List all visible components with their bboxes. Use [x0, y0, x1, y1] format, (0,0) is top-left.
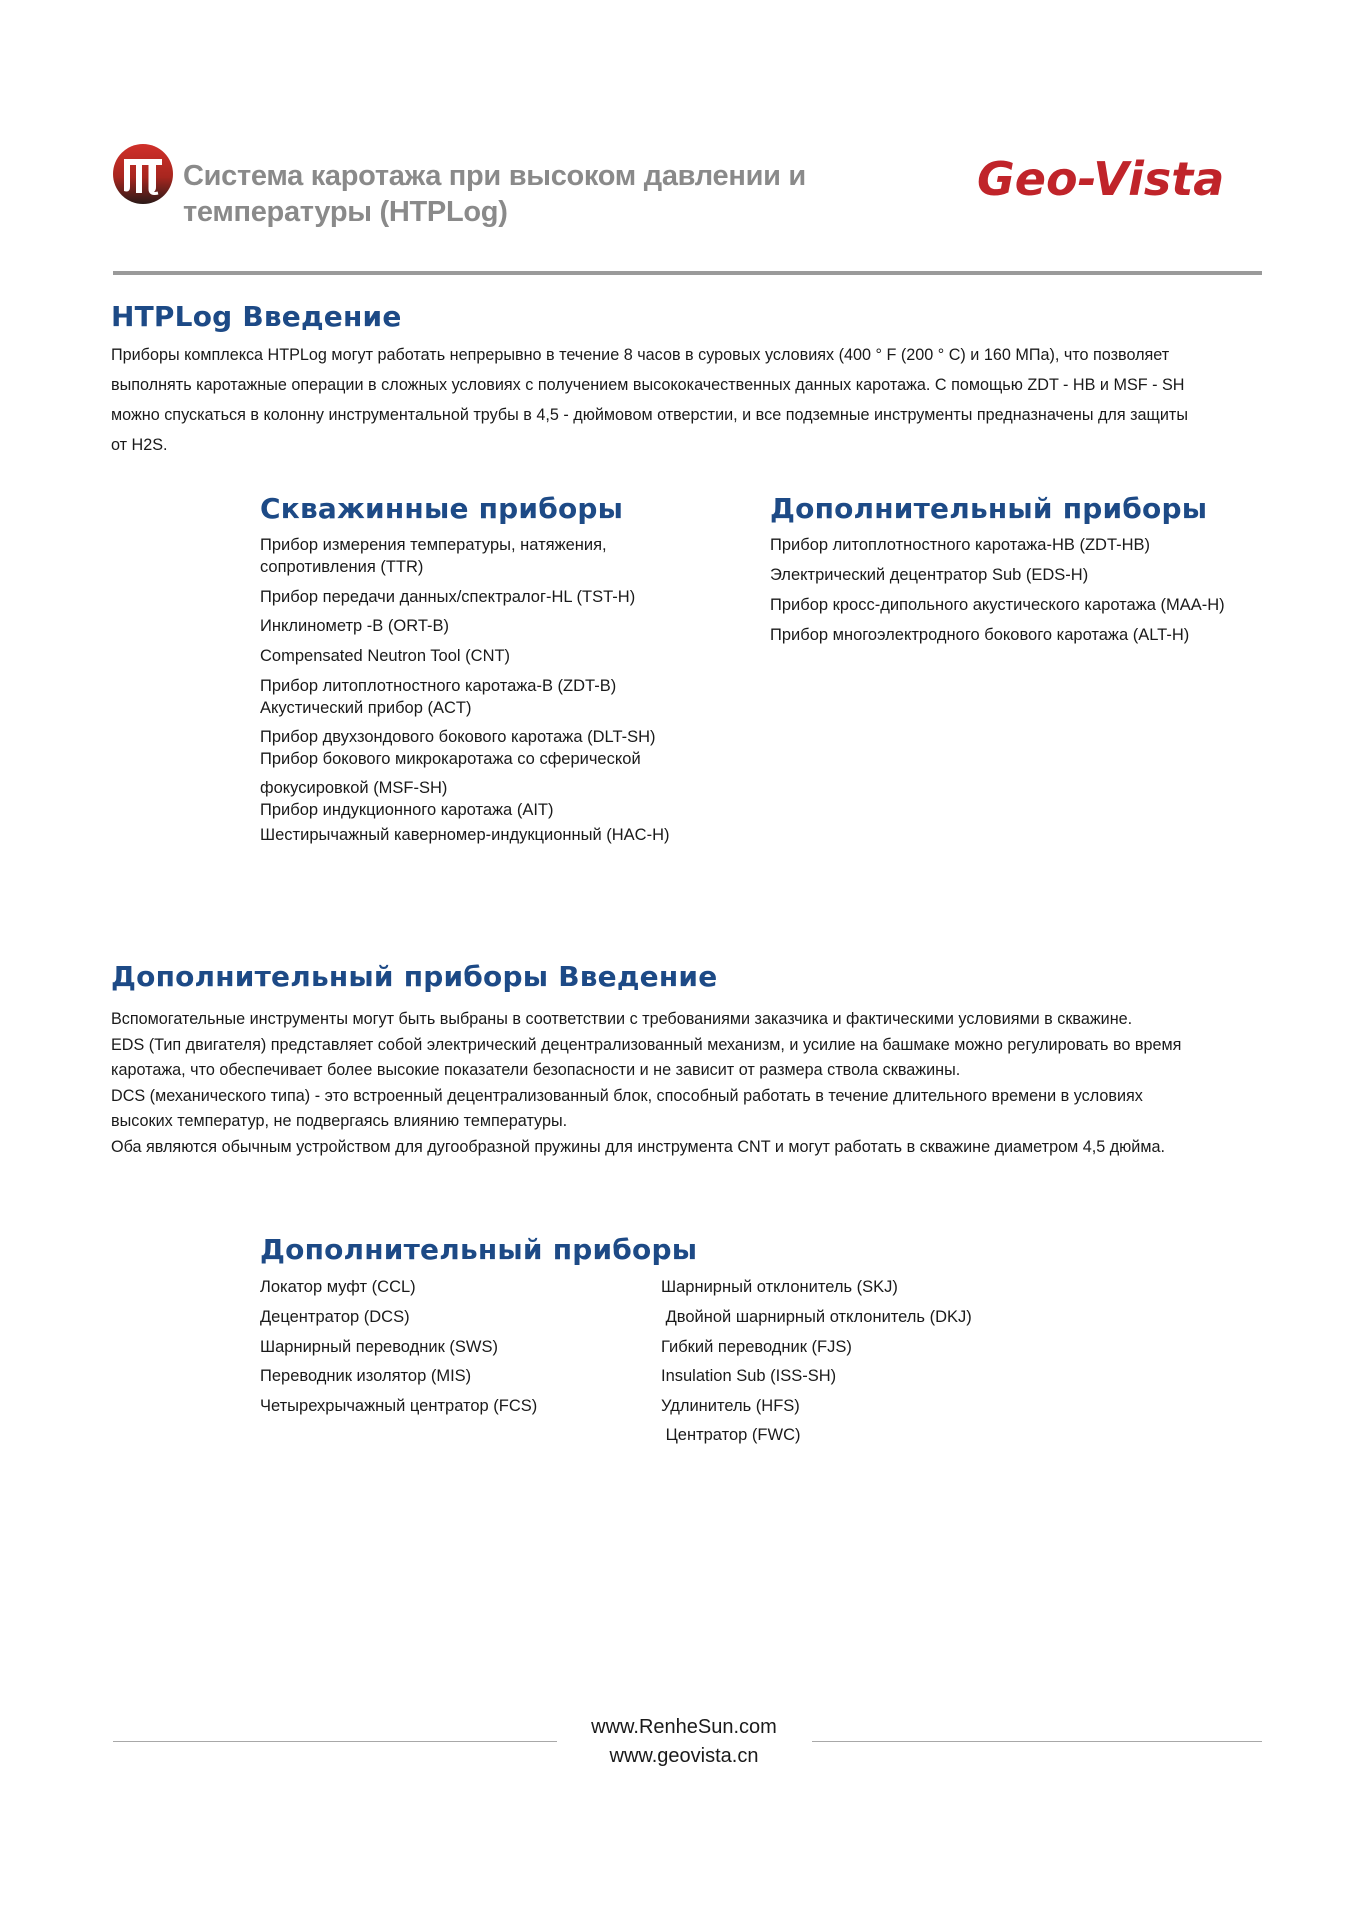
list-item: Прибор литоплотностного каротажа-HB (ZDT-HB) — [770, 536, 1151, 554]
intro-line: можно спускаться в колонну инструментальной трубы в 4,5 - дюймовом отверстии, и все подземные инструменты предназначены для защиты — [111, 406, 1188, 424]
paragraph-line: DCS (механического типа) - это встроенный децентрализованный блок, способный работать в течение длительного времени в условиях — [111, 1086, 1143, 1105]
list-item: Прибор многоэлектродного бокового каротажа (ALT-H) — [770, 626, 1190, 644]
list-item: фокусировкой (MSF-SH) — [260, 779, 448, 797]
list-item: Прибор бокового микрокаротажа со сферической — [260, 750, 641, 768]
list-item: Гибкий переводник (FJS) — [661, 1338, 852, 1356]
intro-paragraph — [111, 340, 1261, 460]
header-divider — [113, 271, 1262, 275]
additional-tools-heading: Дополнительный приборы — [770, 492, 1208, 525]
footer-divider-right — [812, 1741, 1262, 1742]
list-item: Локатор муфт (CCL) — [260, 1278, 416, 1296]
list-item: Акустический прибор (ACT) — [260, 699, 472, 717]
intro-heading: HTPLog Введение — [111, 300, 402, 333]
list-item: Insulation Sub (ISS-SH) — [661, 1367, 837, 1385]
list-item: Compensated Neutron Tool (CNT) — [260, 647, 511, 665]
additional-tools-2-heading: Дополнительный приборы — [260, 1233, 698, 1266]
list-item: Центратор (FWC) — [661, 1426, 801, 1444]
downhole-tools-heading: Скважинные приборы — [260, 492, 624, 525]
list-item: Прибор кросс-дипольного акустического каротажа (MAA-H) — [770, 596, 1225, 614]
intro-line: выполнять каротажные операции в сложных условиях с получением высококачественных данных каротажа. С помощью ZDT - HB и MSF - SH — [111, 376, 1185, 394]
document-title — [183, 158, 883, 230]
list-item: Прибор литоплотностного каротажа-B (ZDT-B) — [260, 677, 617, 695]
list-item: Удлинитель (HFS) — [661, 1397, 800, 1415]
list-item: Децентратор (DCS) — [260, 1308, 410, 1326]
paragraph-line: Оба являются обычным устройством для дугообразной пружины для инструмента CNT и могут работать в скважине диаметром 4,5 дюйма. — [111, 1137, 1165, 1156]
footer-url-geovista[interactable]: www.geovista.cn — [609, 1745, 759, 1767]
list-item: Шарнирный отклонитель (SKJ) — [661, 1278, 898, 1296]
list-item: Прибор передачи данных/спектралог-HL (TST-H) — [260, 588, 636, 606]
list-item: сопротивления (TTR) — [260, 558, 424, 576]
list-item: Шарнирный переводник (SWS) — [260, 1338, 498, 1356]
paragraph-line: каротажа, что обеспечивает более высокие показатели безопасности и не зависит от размера ствола скважины. — [111, 1061, 961, 1079]
list-item: Электрический децентратор Sub (EDS-H) — [770, 566, 1089, 584]
list-item: Двойной шарнирный отклонитель (DKJ) — [661, 1308, 972, 1326]
company-logo-icon — [112, 143, 174, 205]
paragraph-line: Вспомогательные инструменты могут быть выбраны в соответствии с требованиями заказчика и фактическими условиями в скважине. — [111, 1010, 1133, 1028]
footer-url-renhesun[interactable]: www.RenheSun.com — [591, 1716, 777, 1738]
title-line-2: температуры (HTPLog) — [183, 196, 508, 228]
list-item: Переводник изолятор (MIS) — [260, 1367, 472, 1385]
list-item: Шестирычажный каверномер-индукционный (HAC-H) — [260, 826, 670, 844]
paragraph-line: высоких температур, не подвергаясь влиянию температуры. — [111, 1112, 568, 1130]
list-item: Четырехрычажный центратор (FCS) — [260, 1397, 538, 1415]
additional-intro-paragraph — [111, 1007, 1261, 1160]
additional-intro-heading: Дополнительный приборы Введение — [111, 960, 718, 993]
list-item: Прибор двухзондового бокового каротажа (DLT-SH) — [260, 728, 656, 746]
title-line-1: Система каротажа при высоком давлении и — [183, 160, 806, 192]
list-item: Прибор измерения температуры, натяжения, — [260, 536, 607, 554]
footer-divider-left — [113, 1741, 557, 1742]
list-item: Инклинометр -B (ORT-B) — [260, 617, 449, 635]
intro-line: Приборы комплекса HTPLog могут работать непрерывно в течение 8 часов в суровых условиях (400 ° F (200 ° C) и 160 МПа), что позволяет — [111, 346, 1170, 364]
list-item: Прибор индукционного каротажа (AIT) — [260, 801, 554, 819]
geo-vista-logo — [975, 147, 1271, 207]
paragraph-line: EDS (Тип двигателя) представляет собой электрический децентрализованный механизм, и усилие на башмаке можно регулировать во время — [111, 1035, 1182, 1054]
intro-line: от H2S. — [111, 436, 168, 454]
brand-wordmark: Geo-Vista — [977, 152, 1225, 206]
